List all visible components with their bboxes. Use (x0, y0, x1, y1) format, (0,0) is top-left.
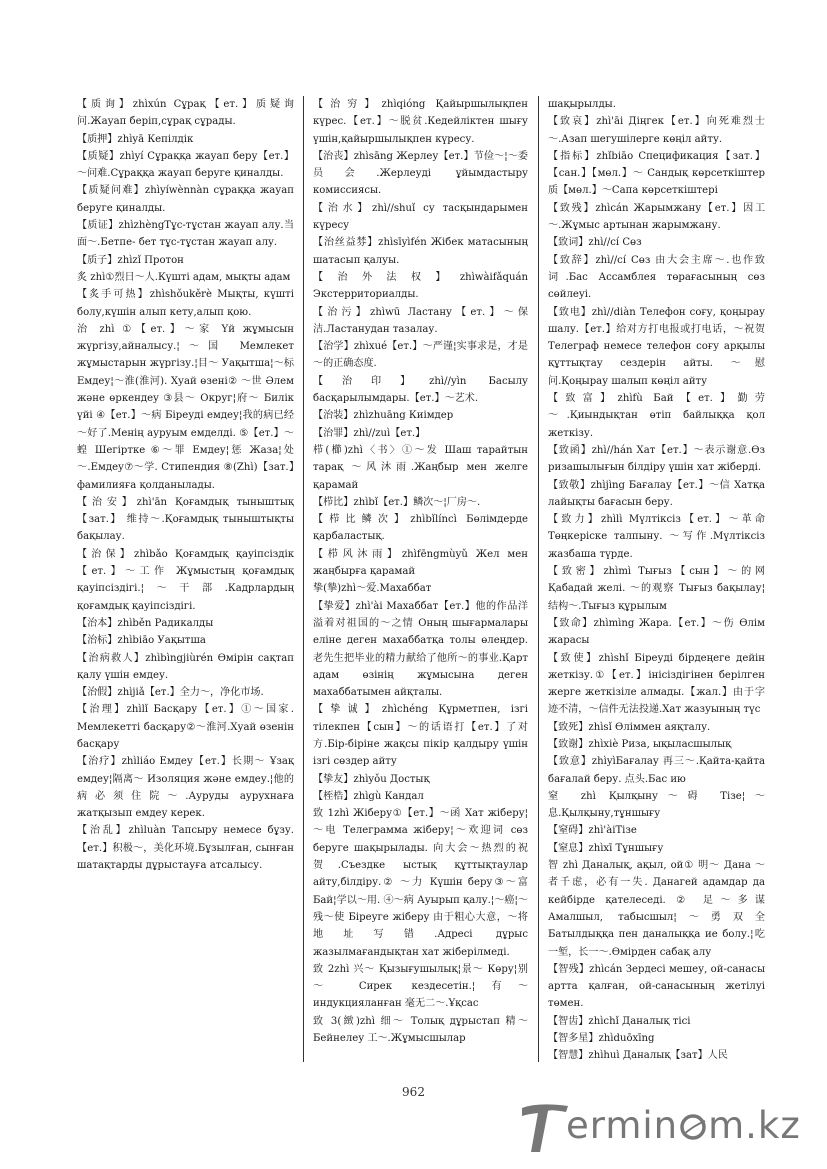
dictionary-entry: 【炙手可热】zhìshǒukěrè Мықты, күшті болу,күшін алып кету,алып қою. (77, 289, 294, 318)
dictionary-entry: 【致意】zhìyìБағалау 再三～.Қайта-қайта бағалай беру. 点头.Бас ию (548, 756, 765, 785)
dictionary-entry: 致 3(緻)zhì 细～ Толық дұрыстап 精～ Бейнелеу 工～.Жұмысшылар (313, 1015, 528, 1045)
dictionary-entry: 【致使】zhìshǐ Біреуді бірдеңеге дейін жеткізу.①【ет.】інісіздігінен берілген жерге жеткізіле алмады.【жал.】由于字迹不清，～信件无法投递.Хат жазуының түс (548, 652, 765, 716)
dictionary-entry: 炙 zhì①烈日～人.Күшті адам, мықты адам (77, 271, 291, 283)
dictionary-entry: 【智慧】zhìhuì Даналық【зат】人民 (548, 1050, 728, 1062)
logo-wordmark: ermin m.kz (566, 1104, 801, 1147)
dictionary-entry: 【窒碍】zhì'àiTізе (548, 825, 637, 837)
dictionary-entry: 【智多星】zhìduōxīng (548, 1033, 655, 1045)
dictionary-entry: 【窒息】zhìxī Тұншығу (548, 842, 664, 854)
dictionary-entry: 【挚爱】zhì'ài Махаббат【ет.】他的作品洋溢着对祖国的～之情 Оның шығармалары еліне деген махаббатқа толы өлеңдер. 老先生把毕业的精力献给了他所～的事业.Қарт адам өзінің жұмысына деген махаббатымен айқталы. (313, 600, 528, 699)
dictionary-entry: 【致辞】zhì//cí Сөз 由大会主席～.也作致词.Бас Ассамблея төрағасының сөз сөйлеуі. (548, 254, 765, 301)
dictionary-entry: 【治乱】zhìluàn Тапсыру немесе бұзу.【ет.】积极～，美化环境.Бұзылған, сынған шатақтарды дұрыстауға атсалысу. (77, 825, 294, 872)
dictionary-entry: 【智齿】zhìchǐ Даналық тісі (548, 1015, 691, 1027)
column-divider (538, 96, 539, 1062)
dictionary-entry: 窒 zhì Қылқыну～碍 Тізе¦～息.Қылқыну,тұншығу (548, 790, 765, 820)
dictionary-entry: 【挚友】zhìyǒu Достық (313, 773, 430, 785)
logo-globe-icon (679, 1107, 707, 1135)
dictionary-entry: 【桎梏】zhìgù Кандал (313, 790, 424, 802)
dictionary-entry: 【致命】zhìmìng Жара.【ет.】～伤 Өлім жарасы (548, 617, 765, 647)
dictionary-entry: 【致死】zhìsǐ Өліммен аяқталу. (548, 721, 711, 733)
dictionary-entry: 【挚诚】zhìchéng Құрметпен, ізгі тілекпен【сын】～的话语打【ет.】了对方.Бір-біріне жақсы пікір қалдыру үшін ізгі сөздер айту (313, 704, 528, 768)
page-number: 962 (402, 1085, 425, 1099)
dictionary-entry: 【致密】zhìmì Тығыз【сын】～的网 Қабадай желі. ～的观察 Тығыз бақылау¦结构～.Тығыз құрылым (548, 566, 765, 612)
dictionary-entry: 【致谢】zhìxiè Риза, ықыласшылық (548, 738, 732, 750)
column-2 (313, 96, 528, 1062)
dictionary-entry: 【治理】zhìlǐ Басқару【ет.】①～国家. Мемлекетті басқару②～淮河.Хуай өзенін басқару (77, 704, 294, 750)
dictionary-entry: 【治疗】zhìliáo Емдеу【ет.】长期～ Ұзақ емдеу¦隔离～ Изоляция және емдеу.¦他的病必须住院～.Ауруды аурухнаға жатқызып емдеу керек. (77, 756, 294, 820)
dictionary-entry: 【致词】zhì//cí Сөз (548, 237, 642, 249)
dictionary-entry: 【治污】zhìwū Ластану【ет.】～保洁.Ластанудан тазалау. (313, 306, 528, 335)
dictionary-entry: 致 2zhì 兴～ Қызығушылық¦景～ Көру¦别～ Сирек кездесетін.¦有～ индукцияланған 毫无二～.Ұқсас (313, 963, 528, 1010)
dictionary-entry: 【治病救人】zhìbìngjiùrén Өмірін сақтап қалу үшін емдеу. (77, 652, 294, 681)
dictionary-entry: 【治穷】zhìqióng Қайыршылықпен күрес.【ет.】～脱贫.Кедейліктен шығу үшін,қайыршылықпен күресу. (313, 99, 528, 145)
dictionary-entry: 【治丝益棼】zhìsīyìfén Жібек матасының шатасып қалуы. (313, 237, 528, 266)
dictionary-entry: 致 1zhì Жіберу①【ет.】～函 Хат жіберу¦～电 Телеграмма жіберу¦～欢迎词 сөз беруге шақырылады. 向大会～热烈的祝贺.Съездке ыстық құттықтаулар айту,білдіру.② ～力 Күшін беру③～富 Бай¦学以～用. ④～病 Ауырып қалу.¦～癌¦～残～使 Біреуге жіберу 由于粗心大意，～将地址写错.Адресі дұрыс жазылмағандықтан хат жіберілмеді. (313, 808, 528, 958)
dictionary-entry: 栉(櫛)zhì〈书〉①～发 Шаш тарайтын тарақ ～风沐雨.Жаңбыр мен желге қарамай (313, 444, 528, 491)
dictionary-entry: 【致电】zhì//diàn Телефон соғу, қоңырау шалу.【ет.】给对方打电报或打电话，～祝贺 Телеграф немесе телефон соғу арқылы құттықтау сездерін айты. ～慰问.Қоңырау шалып көңіл айту (548, 306, 765, 387)
dictionary-entry: 【智残】zhìcán Зердесі мешеу, ой-санасы артта қалған, ой-санасының жетілуі төмен. (548, 963, 765, 1010)
dictionary-entry: 【治外法权】zhìwàifǎquán Экстерриториалды. (313, 271, 528, 301)
dictionary-entry: 治 zhì ①【ет.】～家 Үй жұмысын жүргізу,айналысу.¦～国 Мемлекет жұмыстарын жүргізу.¦目～ Уақытша¦～标 Емдеу¦～淮(淮河). Хуай өзені② ～世 Әлем және өркендеу ③县～ Округ¦府～ Билік үйі ④【ет.】～病 Біреуді емдеу¦我的病已经～好了.Менің ауруым емделді. ⑤【ет.】～蝗 Шегіртке ⑥～罪 Емдеу¦惩 Жаза¦处～.Емдеу⑦～学. Стипендия ⑧(Zhì)【зат.】фамилияға қолданылады. (77, 323, 294, 491)
dictionary-entry: 智 zhì Даналық, ақыл, ой① 明～ Дана ～者千虑，必有一失. Данагей адамдар да кейбірде қателеседі. ② 足～多谋 Амалшыл, табысшыл¦～勇双全 Батылдыққа пен даналыққа ие болу.¦吃一堑，长一～.Өмірден сабақ алу (548, 860, 765, 958)
column-divider (303, 96, 304, 1062)
dictionary-entry: 挚(摯)zhì～爱.Махаббат (313, 583, 432, 595)
dictionary-entry: 【质疑问难】zhìyíwènnàn сұраққа жауап беруге қиналды. (77, 185, 294, 214)
dictionary-entry: 【治保】zhìbǎo Қоғамдық қауіпсіздік【ет.】～工作 Жұмыстың қоғамдық қауіпсіздігі.¦～干部.Кадрлардың қоғамдық қауіпсіздігі. (77, 548, 294, 612)
column-3 (548, 96, 765, 1062)
logo-t-icon (520, 1102, 570, 1154)
dictionary-entry: 【质子】zhìzǐ Протон (77, 254, 184, 266)
column-1 (77, 96, 294, 1062)
dictionary-entry: 【治标】zhìbiāo Уақытша (77, 635, 206, 647)
dictionary-entry: 【栉比鳞次】zhìbǐlíncì Бөлімдерде қарбаластық. (313, 514, 528, 543)
dictionary-entry: 【栉风沐雨】zhìfēngmùyǔ Жел мен жаңбырға қарамай (313, 548, 528, 578)
dictionary-entry: 【治印】zhì//yìn Басылу басқарылымдары.【ет.】～艺术. (313, 375, 528, 405)
dictionary-entry: 【致富】zhìfù Бай【ет.】勤劳～.Қиындықтан өтіп байлыққа қол жеткізу. (548, 393, 765, 439)
dictionary-entry: 【致哀】zhì'āi Діңгек【ет.】向死难烈士～.Азап шегушілерге көңіл айту. (548, 116, 765, 145)
dictionary-entry: шақырылды. (548, 99, 616, 110)
dictionary-entry: 【治假】zhìjiǎ【ет.】全力～，净化市场. (77, 687, 264, 699)
dictionary-entry: 【栉比】zhìbǐ【ет.】鳞次～¦厂房～. (313, 496, 481, 508)
dictionary-entry: 【治丧】zhìsāng Жерлеу【ет.】节俭～¦～委员会.Жерлеуді ұйымдастыру комиссиясы. (313, 150, 528, 197)
dictionary-entry: 【质证】zhìzhèngТұс-тұстан жауап алу.当面～.Бетпе- бет тұс-тұстан жауап алу. (77, 220, 294, 249)
dictionary-entry: 【治水】zhì//shuǐ су тасқындарымен күресу (313, 202, 528, 232)
dictionary-entry: 【治本】zhìběn Радикалды (77, 617, 214, 629)
dictionary-entry: 【质询】zhìxún Сұрақ【ет.】质疑询问.Жауап беріп,сұрақ сұрады. (77, 99, 294, 128)
dictionary-entry: 【质押】zhìyā Кепілдік (77, 133, 194, 145)
dictionary-entry: 【致敬】zhìjìng Бағалау【ет.】～信 Хатқа лайықты бағасын беру. (548, 479, 765, 508)
dictionary-entry: 【致残】zhìcán Жарымжану【ет.】因工～.Жұмыс артынан жарымжану. (548, 202, 765, 232)
termincom-logo (520, 1100, 820, 1162)
dictionary-entry: 【治学】zhìxué【ет.】～严谨¦实事求是，才是～的正确态度. (313, 341, 528, 370)
dictionary-entry: 【治安】zhì'ān Қоғамдық тыныштық【зат.】 维持～.Қоғамдық тыныштықты бақылау. (77, 496, 294, 543)
dictionary-entry: 【致力】zhìlì Мүлтіксіз【ет.】～革命 Төңкеріске талпыну. ～写作.Мүлтіксіз жазбаша түрде. (548, 514, 765, 560)
dictionary-entry: 【指标】zhǐbiāo Спецификация【зат.】【сан.】【мөл.】～ Сандық көрсеткіштер 质【мөл.】～Сапа көрсеткіштері (548, 150, 765, 197)
dictionary-entry: 【治罪】zhì//zuì【ет.】 (313, 427, 426, 439)
dictionary-entry: 【质疑】zhìyí Сұраққа жауап беру【ет.】～问难.Сұраққа жауап беруге қиналды. (77, 150, 294, 180)
dictionary-entry: 【致函】zhì//hán Хат【ет.】～表示谢意.Өз ризашылығын білдіру үшін хат жіберді. (548, 444, 765, 474)
dictionary-entry: 【治装】zhìzhuāng Киімдер (313, 410, 454, 422)
